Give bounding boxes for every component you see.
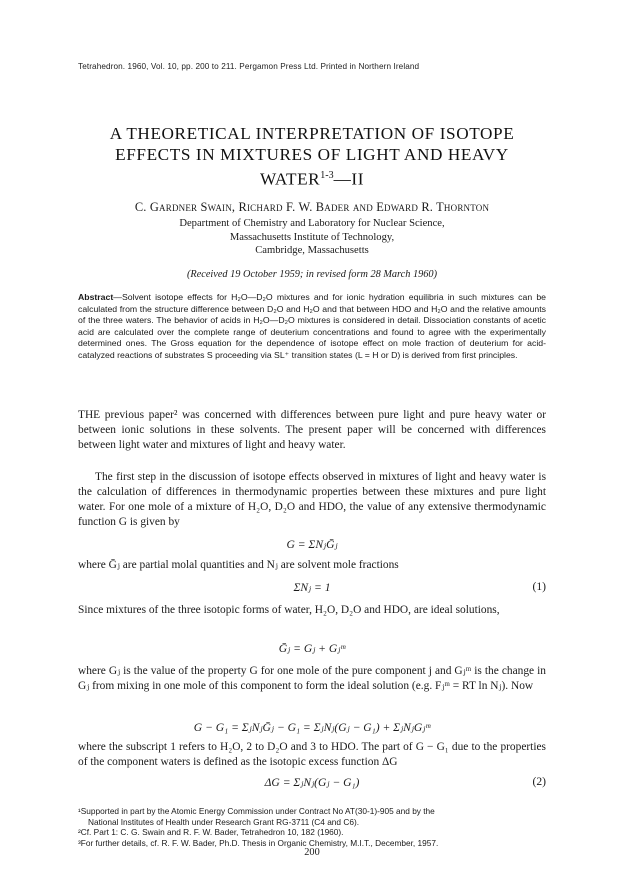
footnotes bbox=[78, 806, 546, 848]
affiliation-line-3: Cambridge, Massachusetts bbox=[255, 245, 369, 257]
footnote-1-continued: National Institutes of Health under Research Grant RG-3711 (C4 and C6). bbox=[88, 816, 360, 827]
title-footnote-refs: 1-3 bbox=[320, 170, 334, 181]
affiliation-line-2: Massachusetts Institute of Technology, bbox=[229, 231, 395, 243]
equation-1 bbox=[78, 580, 546, 594]
article-title bbox=[78, 123, 546, 190]
page-number: 200 bbox=[304, 847, 320, 858]
equation-2-body: ΔG = ΣⱼNⱼ(Gⱼ − G₁) bbox=[264, 776, 360, 789]
text-where-partial-molal: where Ḡⱼ are partial molal quantities and Nⱼ are solvent mole fractions bbox=[78, 559, 399, 571]
text-since-ideal: Since mixtures of the three isotopic forms of water, H₂O, D₂O and HDO, are ideal solutions, bbox=[78, 604, 500, 616]
equation-1-number: (1) bbox=[532, 580, 546, 593]
abstract bbox=[78, 292, 546, 362]
text-where-pure-component: where Gⱼ is the value of the property G for one mole of the pure component j and Gⱼᵐ is the change in Gⱼ from mixing in one mole of this component to form the ideal solution (e.g. Fⱼᵐ = RT ln Nⱼ). Now bbox=[78, 665, 546, 692]
affiliation-line-1: Department of Chemistry and Laboratory for Nuclear Science, bbox=[179, 218, 445, 229]
text-where-subscript: where the subscript 1 refers to H₂O, 2 to D₂O and 3 to HDO. The part of G − G₁ due to the properties of the component waters is defined as the isotopic excess function ΔG bbox=[78, 741, 546, 768]
received-dates: (Received 19 October 1959; in revised form 28 March 1960) bbox=[186, 269, 437, 280]
equation-2 bbox=[78, 775, 546, 789]
title-line-2: EFFECTS IN MIXTURES OF LIGHT AND HEAVY bbox=[115, 145, 509, 164]
title-part: —II bbox=[333, 169, 365, 189]
abstract-label: Abstract bbox=[78, 292, 114, 302]
affiliation bbox=[78, 217, 546, 258]
abstract-text: —Solvent isotope effects for H₂O—D₂O mixtures and for ionic hydration equilibria in such mixtures can be calculated from the structure difference between D₂O and H₂O and that between HDO and H₂O and the relative amounts of the three waters. The behavior of acids in H₂O—D₂O mixtures is considered in detail. Dissociation constants of acetic acid are calculated over the complete range of deuterium concentrations and found to agree with the experimentally determined ones. The Gross equation for the dependence of isotope effect on mole fraction of deuterium for acid-catalyzed reactions of substrates S proceeding via SL⁺ transition states (L = H or D) is derived from first principles. bbox=[78, 292, 546, 360]
title-line-1: A THEORETICAL INTERPRETATION OF ISOTOPE bbox=[109, 124, 515, 143]
running-head: Tetrahedron. 1960, Vol. 10, pp. 200 to 211. Pergamon Press Ltd. Printed in Northern Ireland bbox=[78, 62, 420, 71]
footnote-1: ¹Supported in part by the Atomic Energy Commission under Contract No AT(30-1)-905 and by the bbox=[78, 806, 435, 816]
authors: C. Gardner Swain, Richard F. W. Bader and Edward R. Thornton bbox=[134, 200, 490, 214]
equation-difference: G − G₁ = ΣⱼNⱼḠⱼ − G₁ = ΣⱼNⱼ(Gⱼ − G₁) + ΣⱼNⱼGⱼᵐ bbox=[193, 721, 431, 734]
equation-g: G = ΣNⱼḠⱼ bbox=[286, 538, 338, 551]
paragraph-intro: THE previous paper² was concerned with differences between pure light and pure heavy water or between ionic solutions in these solvents. The present paper will be concerned with differences between light water and mixtures of light and heavy water. bbox=[78, 409, 546, 451]
footnote-3: ³For further details, cf. R. F. W. Bader, Ph.D. Thesis in Organic Chemistry, M.I.T., December, 1957. bbox=[78, 837, 439, 848]
title-line-3 bbox=[78, 165, 546, 190]
equation-2-number: (2) bbox=[532, 775, 546, 788]
equation-1-body: ΣNⱼ = 1 bbox=[293, 581, 331, 594]
equation-gbar: Ḡⱼ = Gⱼ + Gⱼᵐ bbox=[278, 642, 346, 655]
paragraph-first-step: The first step in the discussion of isotope effects observed in mixtures of light and heavy water is the calculation of differences in thermodynamic properties between these mixtures and pure light water. For one mole of a mixture of H₂O, D₂O and HDO, the value of any extensive thermodynamic function G is given by bbox=[78, 471, 546, 528]
title-word-water: WATER bbox=[259, 169, 321, 189]
footnote-2: ²Cf. Part 1: C. G. Swain and R. F. W. Bader, Tetrahedron 10, 182 (1960). bbox=[78, 827, 344, 837]
